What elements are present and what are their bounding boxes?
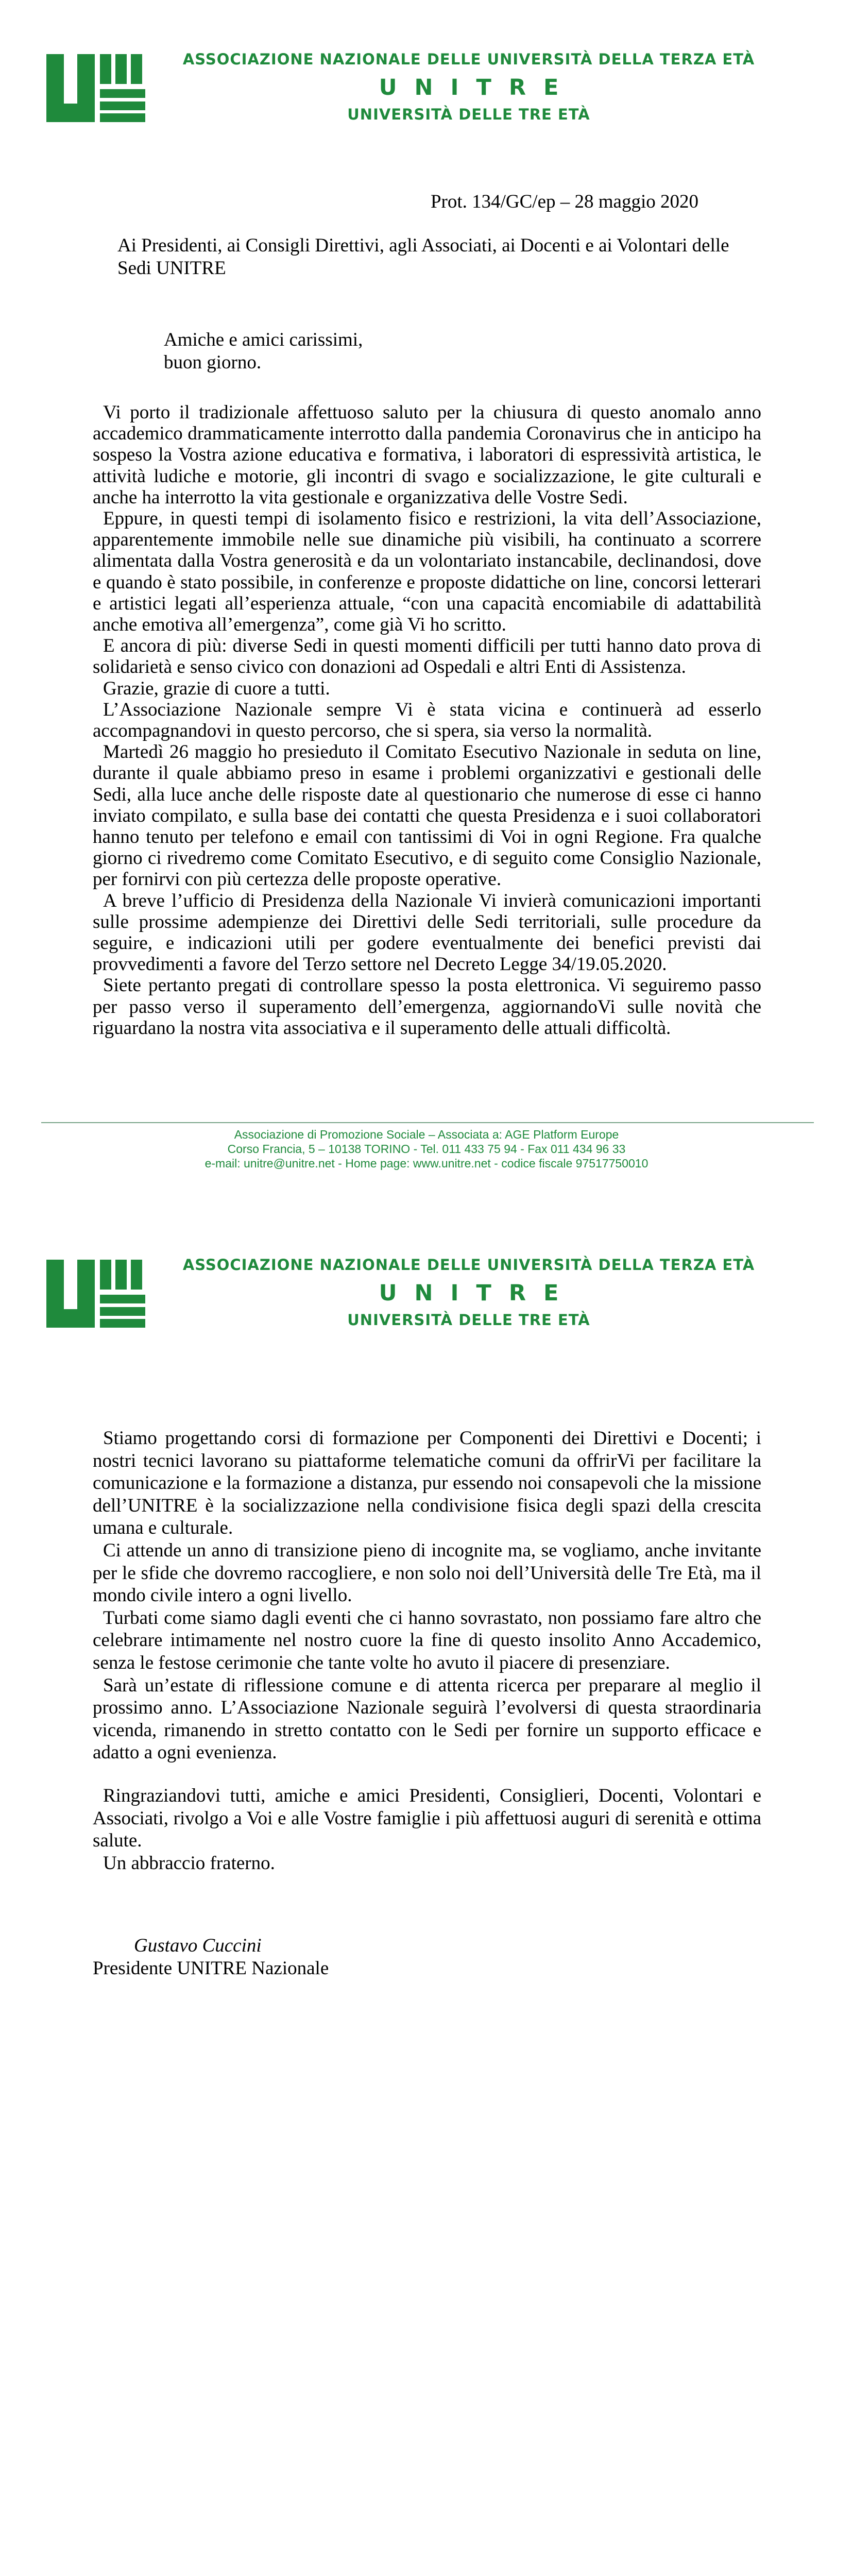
letter-body-continued: [93, 1427, 761, 1874]
greeting-line: buon giorno.: [164, 352, 262, 373]
paragraph: Eppure, in questi tempi di isolamento fisico e restrizioni, la vita dell’Associazione, apparentemente immobile nelle sue dinamiche più visibili, ha continuato a scorrere alimentata dalla Vostra generosità e da un volontariato instancabile, declinandosi, dove e quando è stato possibile, in conferenze e proposte didattiche on line, concorsi letterari e artistici legati all’esperienza attuale, “con una capacità encomiabile di adattabilità anche emotiva all’emergenza”, come già Vi ho scritto.: [93, 508, 761, 636]
paragraph: A breve l’ufficio di Presidenza della Nazionale Vi invierà comunicazioni importanti sulle prossime adempienze dei Direttivi delle Sedi territoriali, sulle procedure da seguire, e indicazioni utili per godere eventualmente dei benefici previsti dai provvedimenti a favore del Terzo settore nel Decreto Legge 34/19.05.2020.: [93, 890, 761, 975]
association-name: ASSOCIAZIONE NAZIONALE DELLE UNIVERSITÀ DELLA TERZA ETÀ: [182, 50, 755, 68]
greeting: [164, 329, 363, 374]
paragraph: Martedì 26 maggio ho presieduto il Comitato Esecutivo Nazionale in seduta on line, durante il quale abbiamo preso in esame i problemi organizzativi e gestionali delle Sedi, alla luce anche delle risposte date al questionario che numerose di esse ci hanno inviato compilato, e sulla base dei contatti che questa Presidenza e i suoi collaboratori hanno tenuto per telefono e email con tantissimi di Voi in ogni Regione. Fra qualche giorno ci rivedremo come Comitato Esecutivo, e di seguito come Consiglio Nazionale, per fornirvi con più certezza delle proposte operative.: [93, 741, 761, 890]
paragraph: Turbati come siamo dagli eventi che ci hanno sovrastato, non possiamo fare altro che celebrare intimamente nel nostro cuore la fine di questo insolito Anno Accademico, senza le festose cerimonie che tante volte ho avuto il piacere di presenziare.: [93, 1607, 761, 1673]
paragraph: Siete pertanto pregati di controllare spesso la posta elettronica. Vi seguiremo passo per passo verso il superamento dell’emergenza, aggiornandoVi sulle novità che riguardano la nostra vita associativa e il superamento delle attuali difficoltà.: [93, 975, 761, 1039]
paragraph: E ancora di più: diverse Sedi in questi momenti difficili per tutti hanno dato prova di solidarietà e senso civico con donazioni ad Ospedali e altri Enti di Assistenza.: [93, 635, 761, 678]
letter-page-1: [0, 0, 853, 1206]
unitre-logo-icon: [46, 1260, 147, 1328]
paragraph: Grazie, grazie di cuore a tutti.: [103, 677, 330, 699]
footer-line: e-mail: unitre@unitre.net - Home page: www.unitre.net - codice fiscale 97517750010: [204, 1157, 649, 1170]
paragraph: Ringraziandovi tutti, amiche e amici Presidenti, Consiglieri, Docenti, Volontari e Associati, rivolgo a Voi e alle Vostre famiglie i più affettuosi auguri di serenità e ottima salute.: [93, 1785, 761, 1852]
footer-line: Corso Francia, 5 – 10138 TORINO - Tel. 011 433 75 94 - Fax 011 434 96 33: [227, 1142, 626, 1156]
brand-name: UNITRE: [379, 75, 576, 100]
brand-subtitle: UNIVERSITÀ DELLE TRE ETÀ: [347, 1311, 590, 1329]
signatory-title: Presidente UNITRE Nazionale: [93, 1958, 329, 1979]
protocol-line: Prot. 134/GC/ep – 28 maggio 2020: [430, 191, 698, 212]
brand-name: UNITRE: [379, 1280, 576, 1306]
footer-line: Associazione di Promozione Sociale – Associata a: AGE Platform Europe: [234, 1128, 619, 1141]
paragraph: Vi porto il tradizionale affettuoso saluto per la chiusura di questo anomalo anno accademico drammaticamente interrotto dalla pandemia Coronavirus che in anticipo ha sospeso la Vostra azione educativa e formativa, i laboratori di espressività artistica, le attività ludiche e motorie, gli incontri di svago e socializzazione, le gite culturali e anche ha interrotto la vita gestionale e organizzativa delle Vostre Sedi.: [93, 402, 761, 508]
footer: [0, 1127, 853, 1171]
paragraph: Un abbraccio fraterno.: [103, 1852, 275, 1874]
footer-divider: [41, 1122, 814, 1123]
letter-body: [93, 402, 761, 1039]
addressee: Ai Presidenti, ai Consigli Direttivi, agli Associati, ai Docenti e ai Volontari delle Sedi UNITRE: [117, 235, 729, 279]
greeting-line: Amiche e amici carissimi,: [164, 329, 363, 350]
association-name: ASSOCIAZIONE NAZIONALE DELLE UNIVERSITÀ DELLA TERZA ETÀ: [182, 1256, 755, 1274]
unitre-logo-icon: [46, 54, 147, 122]
signatory-name: Gustavo Cuccini: [134, 1935, 262, 1956]
paragraph: Sarà un’estate di riflessione comune e di attenta ricerca per preparare al meglio il prossimo anno. L’Associazione Nazionale seguirà l’evolversi di questa straordinaria vicenda, rimanendo in stretto contatto con le Sedi per fornire un supporto efficace e adatto a ogni evenienza.: [93, 1674, 761, 1764]
paragraph: Ci attende un anno di transizione pieno di incognite ma, se vogliamo, anche invitante per le sfide che dovremo raccogliere, e non solo noi dell’Università delle Tre Età, ma il mondo civile intero a ogni livello.: [93, 1539, 761, 1606]
signature-block: [93, 1935, 329, 1980]
paragraph: L’Associazione Nazionale sempre Vi è stata vicina e continuerà ad esserlo accompagnandovi in questo percorso, che si spera, sia verso la normalità.: [93, 699, 761, 742]
paragraph: Stiamo progettando corsi di formazione per Componenti dei Direttivi e Docenti; i nostri tecnici lavorano su piattaforme telematiche comuni da offrirVi per facilitare la comunicazione e la formazione a distanza, pur essendo noi consapevoli che la missione dell’UNITRE è la socializzazione nella condivisione fisica degli spazi della crescita umana e culturale.: [93, 1428, 761, 1539]
brand-subtitle: UNIVERSITÀ DELLE TRE ETÀ: [347, 106, 590, 123]
